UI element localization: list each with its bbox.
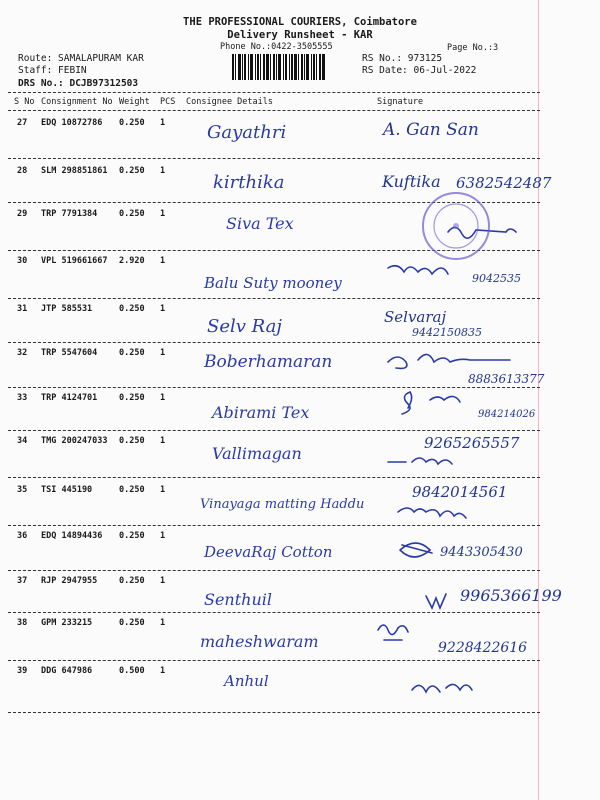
rs-number: RS No.: 973125 <box>362 53 443 64</box>
row-phone-handwriting: 9265265557 <box>424 434 520 452</box>
row-sno: 27 <box>17 118 28 128</box>
row-consignee-handwriting: DeevaRaj Cotton <box>204 543 333 561</box>
row-consignee-handwriting: maheshwaram <box>200 632 319 651</box>
row-sno: 35 <box>17 485 28 495</box>
signature-row30 <box>388 266 448 274</box>
row-divider <box>8 342 540 343</box>
row-sno: 28 <box>17 166 28 176</box>
page-number: Page No.:3 <box>447 43 499 53</box>
drs-number: DRS No.: DCJB97312503 <box>18 78 139 89</box>
rs-date: RS Date: 06-Jul-2022 <box>362 65 477 76</box>
row-weight: 2.920 <box>119 256 145 266</box>
row-sno: 33 <box>17 393 28 403</box>
row-consignment: JTP 585531 <box>41 304 93 314</box>
row-pcs: 1 <box>160 348 166 358</box>
row-weight: 0.250 <box>119 209 145 219</box>
col-weight: Weight <box>119 97 150 107</box>
row-divider <box>8 430 540 431</box>
row-sno: 36 <box>17 531 28 541</box>
row-weight: 0.250 <box>119 436 145 446</box>
row-weight: 0.250 <box>119 118 145 128</box>
signature-row32 <box>388 354 510 368</box>
row-consignee-handwriting: Senthuil <box>204 590 273 609</box>
row-consignment: EDQ 10872786 <box>41 118 103 128</box>
row-phone-handwriting: 9442150835 <box>412 326 482 339</box>
row-pcs: 1 <box>160 436 166 446</box>
row-weight: 0.500 <box>119 666 145 676</box>
signature-row39 <box>412 684 472 692</box>
col-sno: S No <box>14 97 35 107</box>
row-consignment: TRP 7791384 <box>41 209 98 219</box>
row-phone-handwriting: 9965366199 <box>460 586 562 605</box>
signature-row35 <box>398 508 466 518</box>
signature-row37 <box>426 594 446 608</box>
row-phone-handwriting: 9042535 <box>472 272 521 285</box>
row-pcs: 1 <box>160 531 166 541</box>
signature-row38 <box>378 625 408 640</box>
row-consignment: TRP 4124701 <box>41 393 98 403</box>
row-consignment: TRP 5547604 <box>41 348 98 358</box>
row-divider <box>8 660 540 661</box>
row-pcs: 1 <box>160 304 166 314</box>
barcode <box>232 54 352 80</box>
row-pcs: 1 <box>160 118 166 128</box>
row-phone-handwriting: 6382542487 <box>456 174 552 192</box>
row-consignment: TSI 445190 <box>41 485 93 495</box>
row-pcs: 1 <box>160 618 166 628</box>
row-pcs: 1 <box>160 166 166 176</box>
row-divider <box>8 525 540 526</box>
signature-row33 <box>402 392 460 414</box>
row-divider <box>8 612 540 613</box>
row-signature-handwriting: Kuftika <box>382 172 441 191</box>
header-rule-top <box>8 92 540 93</box>
row-consignee-handwriting: kirthika <box>213 172 285 193</box>
row-consignment: DDG 647986 <box>41 666 93 676</box>
row-weight: 0.250 <box>119 531 145 541</box>
row-weight: 0.250 <box>119 304 145 314</box>
row-divider <box>8 158 540 159</box>
company-stamp <box>420 190 492 262</box>
phone-number: Phone No.:0422-3505555 <box>220 42 333 52</box>
row-pcs: 1 <box>160 666 166 676</box>
row-sno: 37 <box>17 576 28 586</box>
row-phone-handwriting: 8883613377 <box>468 372 545 386</box>
row-sno: 38 <box>17 618 28 628</box>
header-rule-bottom <box>8 110 540 111</box>
row-divider <box>8 712 540 713</box>
row-pcs: 1 <box>160 209 166 219</box>
company-title: THE PROFESSIONAL COURIERS, Coimbatore <box>183 16 417 28</box>
row-weight: 0.250 <box>119 166 145 176</box>
row-phone-handwriting: 9842014561 <box>412 483 508 501</box>
row-consignment: VPL 519661667 <box>41 256 108 266</box>
row-weight: 0.250 <box>119 618 145 628</box>
row-consignee-handwriting: Selv Raj <box>207 316 282 337</box>
row-consignee-handwriting: Boberhamaran <box>204 352 333 372</box>
row-pcs: 1 <box>160 576 166 586</box>
row-weight: 0.250 <box>119 393 145 403</box>
row-sno: 31 <box>17 304 28 314</box>
row-sno: 32 <box>17 348 28 358</box>
col-consignee: Consignee Details <box>186 97 273 107</box>
row-weight: 0.250 <box>119 485 145 495</box>
row-sno: 29 <box>17 209 28 219</box>
row-consignee-handwriting: Gayathri <box>207 122 287 143</box>
row-consignee-handwriting: Anhul <box>224 672 269 690</box>
col-consignment: Consignment No <box>41 97 113 107</box>
row-weight: 0.250 <box>119 576 145 586</box>
row-consignee-handwriting: Vinayaga matting Haddu <box>200 497 365 512</box>
row-pcs: 1 <box>160 393 166 403</box>
row-phone-handwriting: 984214026 <box>478 409 536 420</box>
row-consignee-handwriting: Abirami Tex <box>212 403 310 422</box>
signature-row34 <box>388 458 452 464</box>
row-consignment: RJP 2947955 <box>41 576 98 586</box>
col-pcs: PCS <box>160 97 176 107</box>
row-signature-handwriting: A. Gan San <box>383 120 479 140</box>
row-divider <box>8 298 540 299</box>
col-signature: Signature <box>377 97 424 107</box>
row-consignee-handwriting: Vallimagan <box>212 444 302 463</box>
row-sno: 30 <box>17 256 28 266</box>
row-consignment: SLM 298851861 <box>41 166 108 176</box>
signature-row36 <box>400 543 432 557</box>
row-consignment: TMG 200247033 <box>41 436 108 446</box>
row-sno: 34 <box>17 436 28 446</box>
row-phone-handwriting: 9443305430 <box>440 545 523 560</box>
runsheet-subtitle: Delivery Runsheet - KAR <box>227 29 373 41</box>
row-divider <box>8 570 540 571</box>
route: Route: SAMALAPURAM KAR <box>18 53 144 64</box>
row-consignment: EDQ 14894436 <box>41 531 103 541</box>
row-divider <box>8 387 540 388</box>
margin-line <box>538 0 539 800</box>
row-phone-handwriting: 9228422616 <box>438 640 528 656</box>
row-consignment: GPM 233215 <box>41 618 93 628</box>
row-pcs: 1 <box>160 256 166 266</box>
row-consignee-handwriting: Siva Tex <box>226 214 294 233</box>
row-consignee-handwriting: Balu Suty mooney <box>204 274 342 292</box>
row-weight: 0.250 <box>119 348 145 358</box>
row-sno: 39 <box>17 666 28 676</box>
staff: Staff: FEBIN <box>18 65 87 76</box>
row-pcs: 1 <box>160 485 166 495</box>
row-signature-handwriting: Selvaraj <box>384 308 447 326</box>
row-divider <box>8 477 540 478</box>
